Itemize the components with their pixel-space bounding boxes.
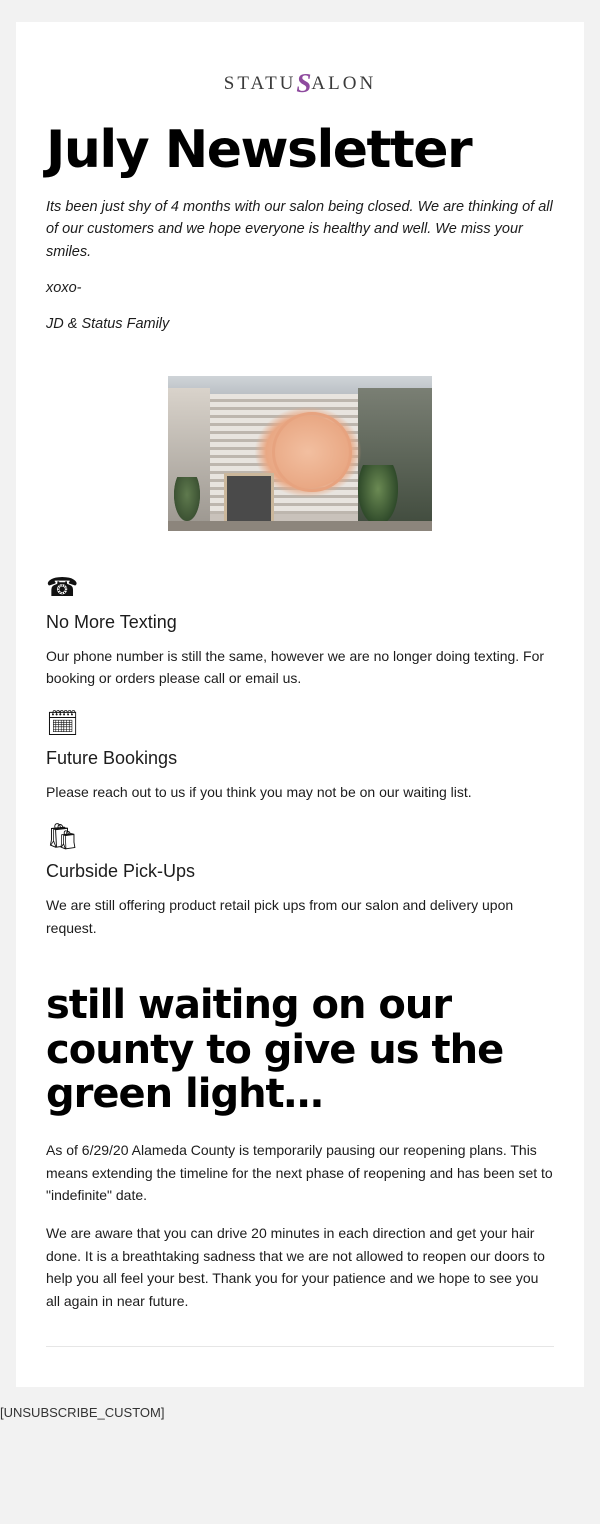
photo-decor-ring xyxy=(272,412,352,492)
salon-photo-wrap xyxy=(46,350,554,554)
photo-plant-left xyxy=(174,477,200,521)
closing-paragraph-1: As of 6/29/20 Alameda County is temporarily pausing our reopening plans. This means extending the timeline for the next phase of reopening and has been set to "indefinite" date. xyxy=(46,1142,553,1204)
telephone-icon: ☎ xyxy=(46,571,79,602)
logo-part1: STATU xyxy=(223,73,297,94)
shopping-bag-icon: 🛍 xyxy=(46,821,80,852)
section-heading-no-more-texting: No More Texting xyxy=(46,611,177,632)
calendar-icon: 🗓 xyxy=(46,707,80,738)
closing-paragraph-2: We are aware that you can drive 20 minutes in each direction and get your hair done. It is a breathtaking sadness that we are not allowed to reopen our doors to help you all feel your best. Thank you for your patience and we hope to see you all again in near future. xyxy=(46,1225,545,1309)
section-body-curbside-pickups: We are still offering product retail pick ups from our salon and delivery upon request. xyxy=(46,897,514,936)
headline-waiting-on-county: still waiting on our county to give us the green light… xyxy=(46,981,504,1118)
divider xyxy=(46,1346,554,1347)
section-heading-future-bookings: Future Bookings xyxy=(46,747,178,768)
email-card xyxy=(16,22,584,1387)
brand-logo xyxy=(16,22,584,109)
photo-counter xyxy=(168,521,432,531)
photo-plant-right xyxy=(358,465,398,525)
page-title: July Newsletter xyxy=(46,120,472,180)
email-content xyxy=(16,120,584,1347)
signoff-line-2: JD & Status Family xyxy=(46,316,170,333)
signoff-line-1: xoxo- xyxy=(46,280,82,296)
unsubscribe-link[interactable]: [UNSUBSCRIBE_CUSTOM] xyxy=(0,1405,165,1421)
logo-part2: ALON xyxy=(311,73,377,94)
logo-text xyxy=(224,68,376,99)
logo-script-s: S xyxy=(296,68,312,98)
photo-chalkboard xyxy=(224,473,274,527)
section-body-no-more-texting: Our phone number is still the same, however we are no longer doing texting. For booking or orders please call or email us. xyxy=(46,647,545,687)
salon-interior-photo xyxy=(168,376,432,531)
section-heading-curbside-pickups: Curbside Pick-Ups xyxy=(46,861,196,882)
email-page xyxy=(0,22,600,1432)
section-body-future-bookings: Please reach out to us if you think you may not be on our waiting list. xyxy=(46,783,472,800)
intro-paragraph: Its been just shy of 4 months with our salon being closed. We are thinking of all of our customers and we hope everyone is healthy and well. We miss your smiles. xyxy=(46,198,553,260)
email-footer xyxy=(0,1387,600,1432)
